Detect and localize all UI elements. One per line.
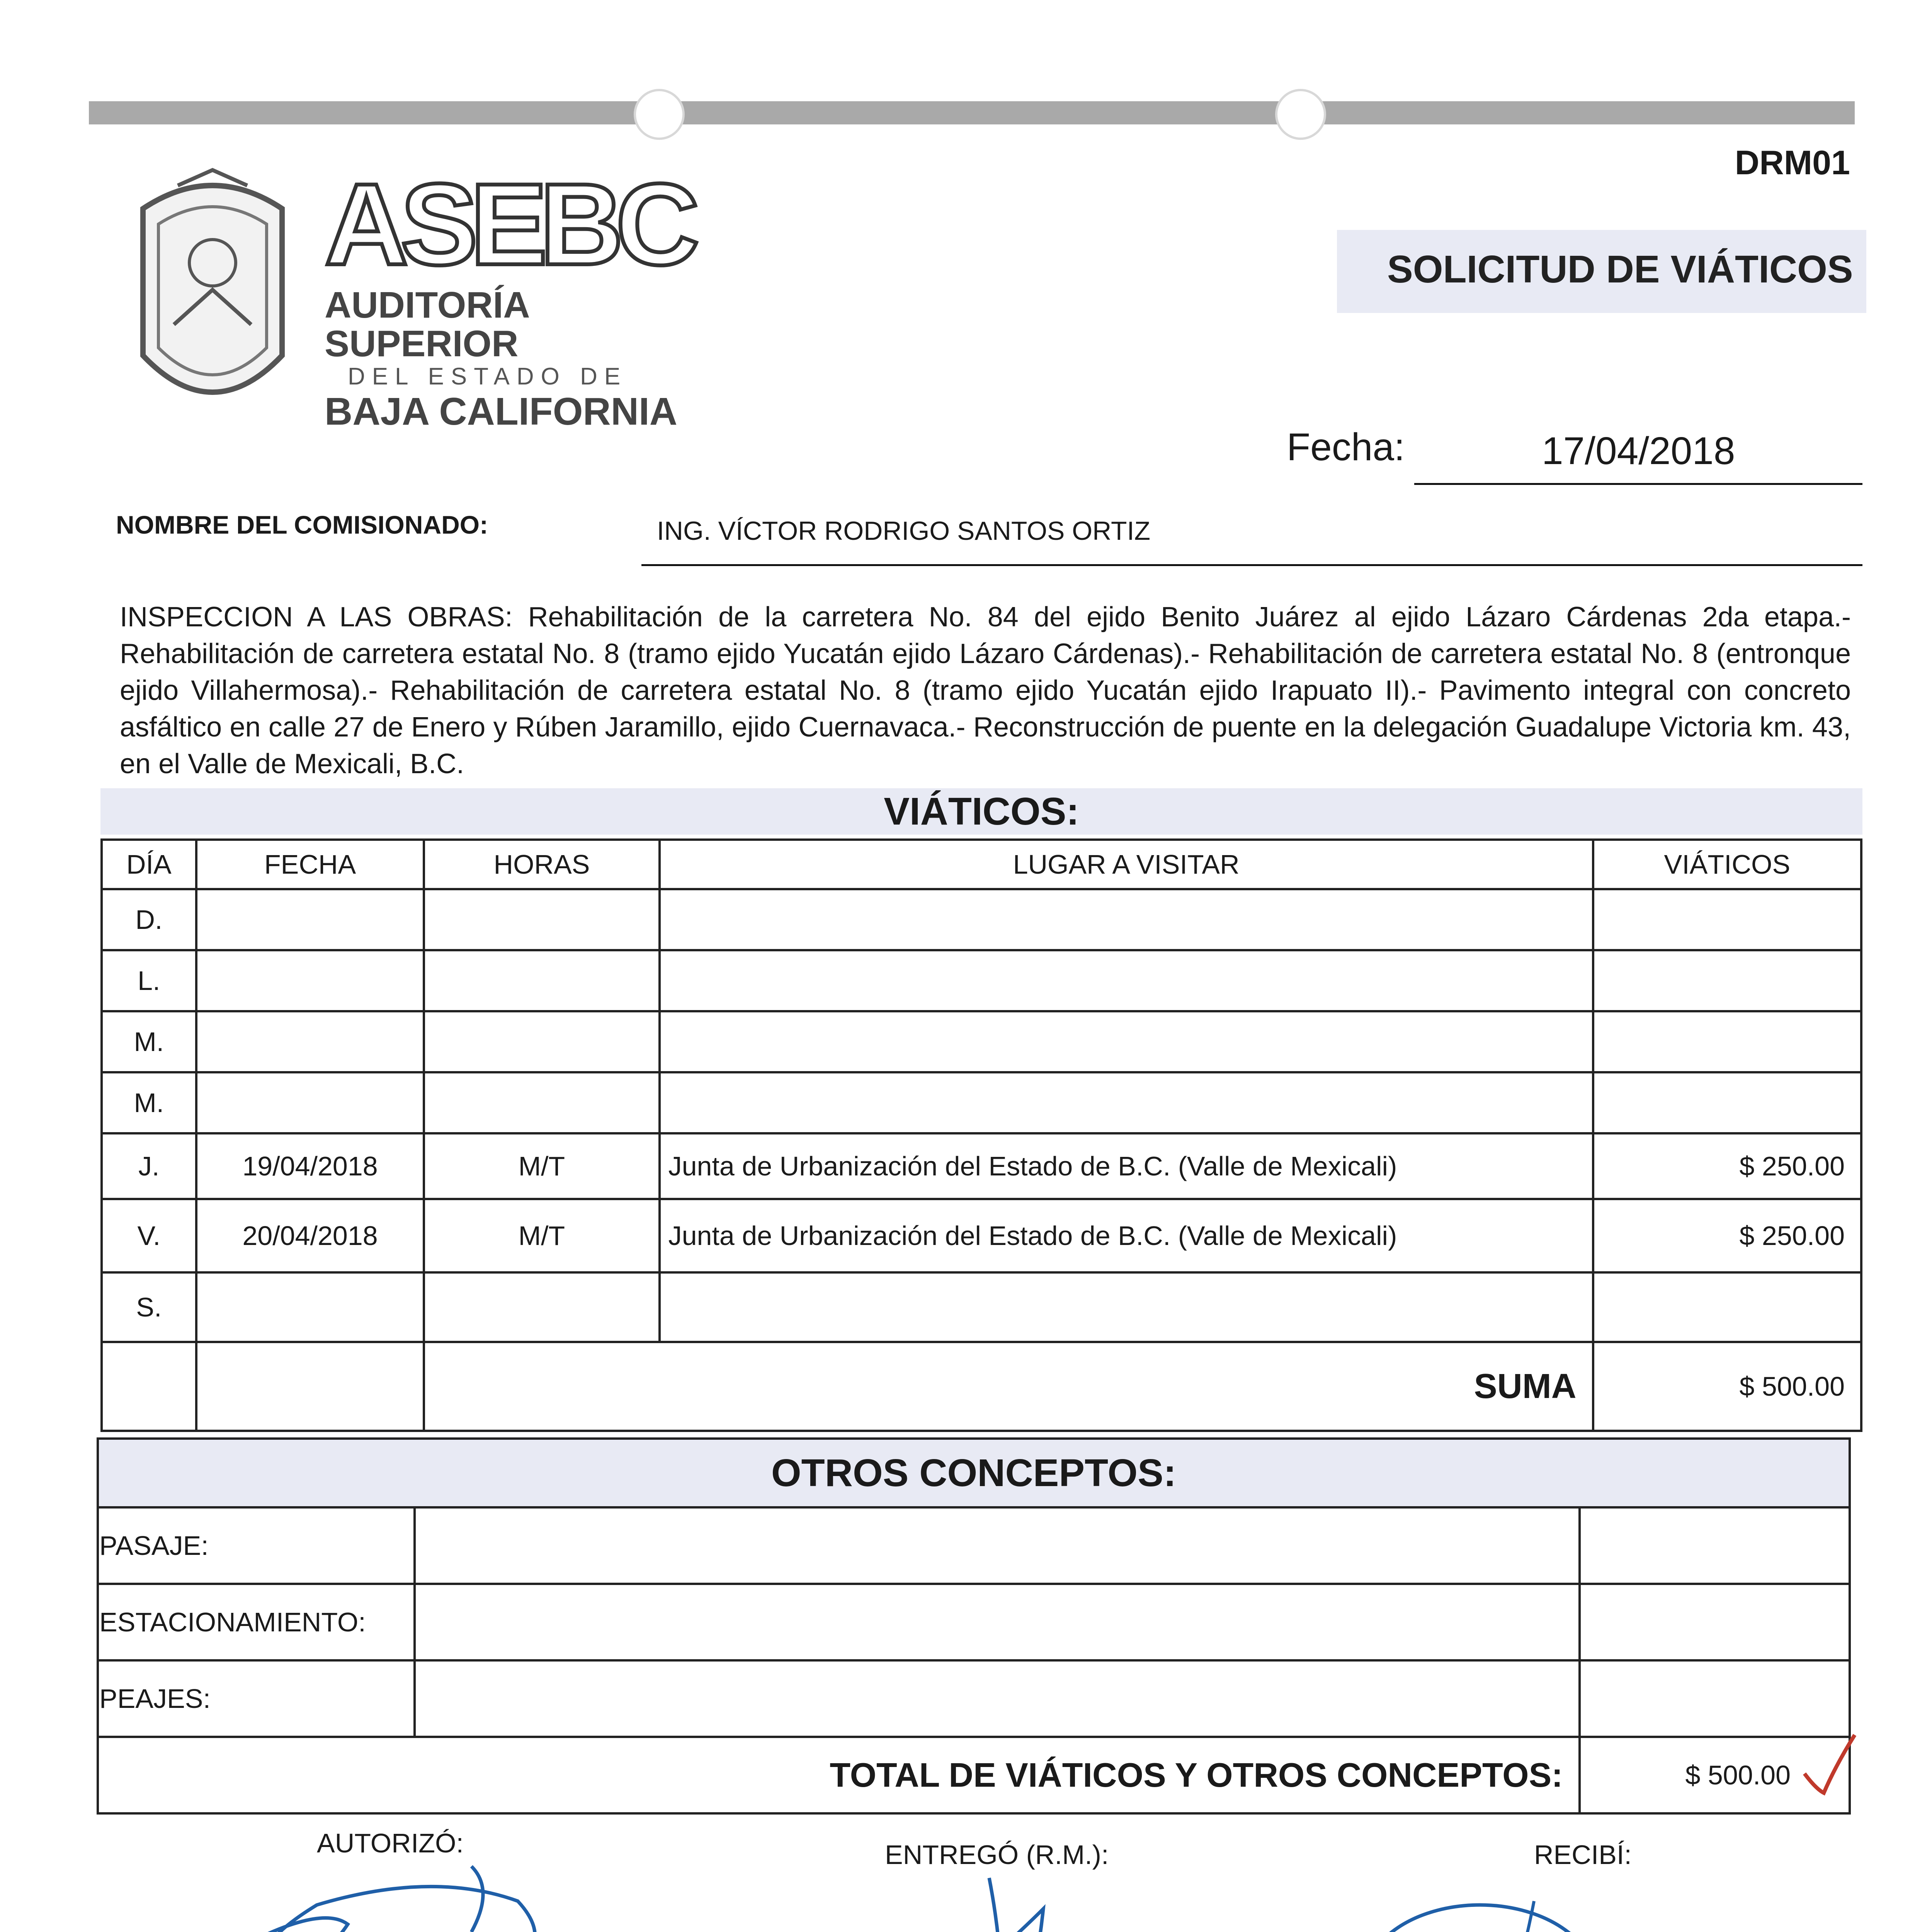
estacionamiento-value [1580,1584,1850,1660]
cell-dia: D. [102,889,196,950]
inspection-description: INSPECCION A LAS OBRAS: Rehabilitación de la carretera No. 84 del ejido Benito Juárez al ejido Lázaro Cárdenas 2da etapa.- Rehabilitación de carretera estatal No. 8 (tramo ejido Yucatán ejido Lázaro Cárdenas).- Rehabilitación de carretera estatal No. 8 (entronque ejido Villahermosa).- Rehabilitación de carretera estatal No. 8 (tramo ejido Yucatán ejido Irapuato II).- Pavimento integral con concreto asfáltico en calle 27 de Enero y Rúben Jaramillo, ejido Cuernavaca.- Reconstrucción de puente en la delegación Guadalupe Victoria km. 43, en el Valle de Mexicali, B.C. [120,602,1851,779]
cell-monto: $ 250.00 [1593,1133,1861,1199]
signature-recibi [1352,1886,1700,1932]
logo-line3: BAJA CALIFORNIA [325,390,677,433]
check-mark-icon [1801,1731,1859,1801]
table-row [102,1011,1861,1072]
col-header-horas: HORAS [424,840,659,889]
cell-lugar [660,950,1593,1011]
otros-header-row [98,1439,1850,1507]
cell-fecha [196,950,424,1011]
cell-monto [1593,1011,1861,1072]
cell-fecha: 19/04/2018 [196,1133,424,1199]
signature-entrego [696,1862,1352,1932]
blank-cell [196,1342,424,1431]
cell-lugar [660,889,1593,950]
cell-monto [1593,1072,1861,1133]
cell-monto [1593,1272,1861,1342]
suma-value: $ 500.00 [1593,1342,1861,1431]
cell-dia: S. [102,1272,196,1342]
col-header-fecha: FECHA [196,840,424,889]
top-bar [89,101,1855,124]
coat-of-arms-logo [128,162,298,429]
peajes-value [1580,1660,1850,1737]
recibi-label: RECIBÍ: [1534,1840,1632,1870]
form-title: SOLICITUD DE VIÁTICOS [1387,248,1853,291]
cell-horas [424,1272,659,1342]
fecha-value: 17/04/2018 [1542,429,1735,473]
col-header-viaticos: VIÁTICOS [1593,840,1861,889]
cell-dia: V. [102,1199,196,1272]
cell-lugar: Junta de Urbanización del Estado de B.C. (Valle de Mexicali) [660,1199,1593,1272]
cell-fecha [196,1072,424,1133]
pasaje-label: PASAJE: [98,1507,415,1584]
cell-dia: J. [102,1133,196,1199]
total-row [98,1737,1850,1813]
fecha-label: Fecha: [1287,425,1405,469]
autorizo-label: AUTORIZÓ: [317,1828,464,1858]
logo-line1: AUDITORÍA SUPERIOR [325,284,529,364]
cell-horas: M/T [424,1199,659,1272]
comisionado-underline [641,564,1862,566]
table-row [102,889,1861,950]
peajes-desc [415,1660,1580,1737]
cell-fecha [196,1272,424,1342]
viaticos-header: VIÁTICOS: [100,788,1862,835]
col-header-lugar: LUGAR A VISITAR [660,840,1593,889]
logo-acronym: ASEBC [325,159,692,289]
blank-cell [102,1342,196,1431]
cell-monto [1593,950,1861,1011]
cell-fecha: 20/04/2018 [196,1199,424,1272]
punch-hole-left [634,89,685,140]
total-label: TOTAL DE VIÁTICOS Y OTROS CONCEPTOS: [98,1737,1580,1813]
total-value: $ 500.00 [1580,1737,1850,1813]
punch-hole-right [1275,89,1326,140]
table-row [102,1199,1861,1272]
signature-autorizo [201,1855,665,1932]
cell-monto: $ 250.00 [1593,1199,1861,1272]
cell-lugar [660,1011,1593,1072]
cell-lugar: Junta de Urbanización del Estado de B.C. (Valle de Mexicali) [660,1133,1593,1199]
table-row [98,1584,1850,1660]
table-row [102,1133,1861,1199]
cell-dia: M. [102,1011,196,1072]
logo-line2: DEL ESTADO DE [348,363,628,390]
pasaje-desc [415,1507,1580,1584]
table-row [102,1272,1861,1342]
table-row [102,1072,1861,1133]
pasaje-value [1580,1507,1850,1584]
otros-header: OTROS CONCEPTOS: [98,1439,1850,1507]
comisionado-value: ING. VÍCTOR RODRIGO SANTOS ORTIZ [657,516,1151,546]
cell-horas [424,1011,659,1072]
table-row [98,1507,1850,1584]
table-row [102,950,1861,1011]
cell-monto [1593,889,1861,950]
viaticos-table [100,838,1862,1432]
document-code: DRM01 [1735,143,1850,182]
entrego-label: ENTREGÓ (R.M.): [885,1840,1109,1870]
cell-horas [424,950,659,1011]
cell-horas [424,1072,659,1133]
col-header-dia: DÍA [102,840,196,889]
cell-horas [424,889,659,950]
peajes-label: PEAJES: [98,1660,415,1737]
cell-horas: M/T [424,1133,659,1199]
logo-wordmark [325,159,711,433]
estacionamiento-desc [415,1584,1580,1660]
cell-dia: M. [102,1072,196,1133]
estacionamiento-label: ESTACIONAMIENTO: [98,1584,415,1660]
comisionado-label: NOMBRE DEL COMISIONADO: [116,510,488,539]
suma-label: SUMA [424,1342,1593,1431]
cell-dia: L. [102,950,196,1011]
suma-row [102,1342,1861,1431]
cell-fecha [196,889,424,950]
cell-fecha [196,1011,424,1072]
cell-lugar [660,1072,1593,1133]
table-row [98,1660,1850,1737]
fecha-underline [1414,483,1862,485]
otros-conceptos-table [97,1437,1851,1815]
cell-lugar [660,1272,1593,1342]
viaticos-header-row [102,840,1861,889]
